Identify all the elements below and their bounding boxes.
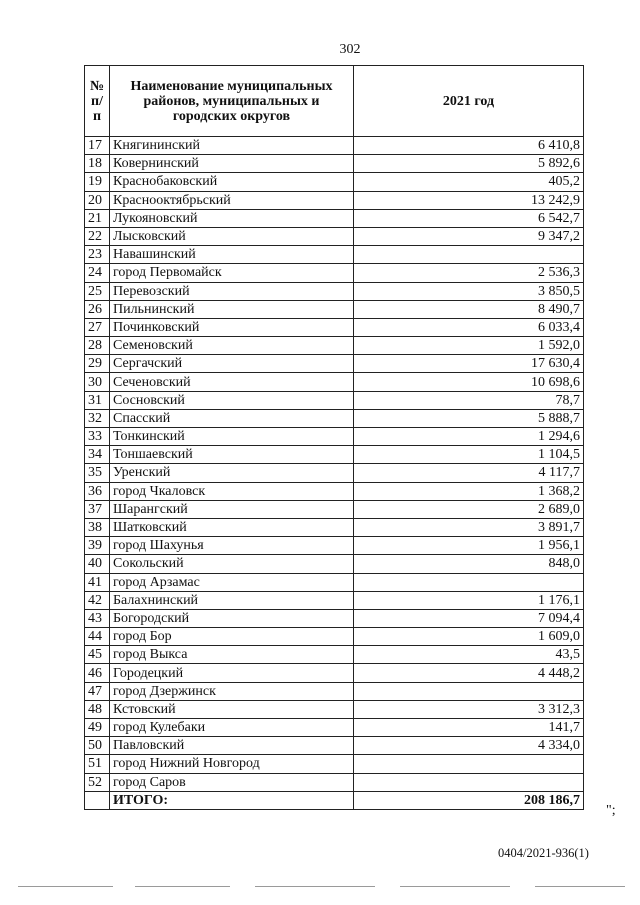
row-value: 5 888,7 bbox=[354, 409, 584, 427]
row-name: Шарангский bbox=[110, 500, 354, 518]
row-value: 3 891,7 bbox=[354, 518, 584, 536]
row-value: 4 448,2 bbox=[354, 664, 584, 682]
row-value: 7 094,4 bbox=[354, 609, 584, 627]
table-row bbox=[85, 646, 584, 664]
table-row bbox=[85, 755, 584, 773]
table-row bbox=[85, 300, 584, 318]
row-name: город Дзержинск bbox=[110, 682, 354, 700]
table-body bbox=[85, 137, 584, 810]
row-number: 38 bbox=[85, 518, 110, 536]
row-value: 17 630,4 bbox=[354, 355, 584, 373]
table-row bbox=[85, 209, 584, 227]
row-number: 24 bbox=[85, 264, 110, 282]
row-name: город Нижний Новгород bbox=[110, 755, 354, 773]
row-number: 30 bbox=[85, 373, 110, 391]
table-row bbox=[85, 518, 584, 536]
table-row bbox=[85, 227, 584, 245]
row-number: 22 bbox=[85, 227, 110, 245]
table-row bbox=[85, 246, 584, 264]
row-name: Сергачский bbox=[110, 355, 354, 373]
table-row bbox=[85, 537, 584, 555]
row-name: Тоншаевский bbox=[110, 446, 354, 464]
row-name: Перевозский bbox=[110, 282, 354, 300]
row-value: 6 542,7 bbox=[354, 209, 584, 227]
row-number: 34 bbox=[85, 446, 110, 464]
row-value: 405,2 bbox=[354, 173, 584, 191]
row-number: 44 bbox=[85, 628, 110, 646]
table-row bbox=[85, 591, 584, 609]
row-name: город Первомайск bbox=[110, 264, 354, 282]
row-value bbox=[354, 682, 584, 700]
row-value: 1 368,2 bbox=[354, 482, 584, 500]
row-number: 20 bbox=[85, 191, 110, 209]
row-number: 46 bbox=[85, 664, 110, 682]
row-number: 40 bbox=[85, 555, 110, 573]
table-row bbox=[85, 773, 584, 791]
table-row bbox=[85, 391, 584, 409]
row-value: 141,7 bbox=[354, 719, 584, 737]
row-number: 17 bbox=[85, 137, 110, 155]
row-number: 49 bbox=[85, 719, 110, 737]
row-name: город Бор bbox=[110, 628, 354, 646]
table-row bbox=[85, 137, 584, 155]
total-row bbox=[85, 791, 584, 809]
header-year: 2021 год bbox=[354, 66, 584, 137]
row-name: Балахнинский bbox=[110, 591, 354, 609]
row-value: 2 689,0 bbox=[354, 500, 584, 518]
row-value: 1 956,1 bbox=[354, 537, 584, 555]
row-value: 4 117,7 bbox=[354, 464, 584, 482]
row-name: Кстовский bbox=[110, 700, 354, 718]
row-value: 1 294,6 bbox=[354, 428, 584, 446]
row-number: 52 bbox=[85, 773, 110, 791]
total-label: ИТОГО: bbox=[110, 791, 354, 809]
row-value: 6 033,4 bbox=[354, 318, 584, 336]
row-number: 42 bbox=[85, 591, 110, 609]
row-name: Городецкий bbox=[110, 664, 354, 682]
row-name: Починковский bbox=[110, 318, 354, 336]
row-number: 29 bbox=[85, 355, 110, 373]
row-number: 25 bbox=[85, 282, 110, 300]
row-value: 10 698,6 bbox=[354, 373, 584, 391]
scan-artifact-line bbox=[18, 886, 113, 887]
row-name: Сокольский bbox=[110, 555, 354, 573]
row-number: 32 bbox=[85, 409, 110, 427]
table-row bbox=[85, 191, 584, 209]
table-row bbox=[85, 482, 584, 500]
row-name: Ковернинский bbox=[110, 155, 354, 173]
row-name: Семеновский bbox=[110, 337, 354, 355]
row-number: 26 bbox=[85, 300, 110, 318]
row-value: 13 242,9 bbox=[354, 191, 584, 209]
row-number: 35 bbox=[85, 464, 110, 482]
row-name: Сеченовский bbox=[110, 373, 354, 391]
table-row bbox=[85, 700, 584, 718]
table-row bbox=[85, 719, 584, 737]
row-name: Лукояновский bbox=[110, 209, 354, 227]
row-name: город Выкса bbox=[110, 646, 354, 664]
row-name: город Шахунья bbox=[110, 537, 354, 555]
table-row bbox=[85, 609, 584, 627]
table-row bbox=[85, 573, 584, 591]
row-number: 51 bbox=[85, 755, 110, 773]
table-row bbox=[85, 155, 584, 173]
row-name: город Кулебаки bbox=[110, 719, 354, 737]
table-row bbox=[85, 664, 584, 682]
row-number: 19 bbox=[85, 173, 110, 191]
table-row bbox=[85, 337, 584, 355]
header-num: № п/п bbox=[85, 66, 110, 137]
table-row bbox=[85, 737, 584, 755]
table-row bbox=[85, 282, 584, 300]
table-row bbox=[85, 446, 584, 464]
row-value: 3 850,5 bbox=[354, 282, 584, 300]
row-name: Павловский bbox=[110, 737, 354, 755]
row-name: Богородский bbox=[110, 609, 354, 627]
table-row bbox=[85, 682, 584, 700]
row-name: город Саров bbox=[110, 773, 354, 791]
scan-artifact-line bbox=[255, 886, 375, 887]
table-row bbox=[85, 373, 584, 391]
document-code: 0404/2021-936(1) bbox=[498, 846, 589, 860]
row-number: 27 bbox=[85, 318, 110, 336]
row-number: 28 bbox=[85, 337, 110, 355]
row-number: 37 bbox=[85, 500, 110, 518]
row-value: 78,7 bbox=[354, 391, 584, 409]
row-name: Пильнинский bbox=[110, 300, 354, 318]
row-value: 1 609,0 bbox=[354, 628, 584, 646]
row-name: Лысковский bbox=[110, 227, 354, 245]
row-name: Шатковский bbox=[110, 518, 354, 536]
row-number: 43 bbox=[85, 609, 110, 627]
table-row bbox=[85, 464, 584, 482]
row-number: 21 bbox=[85, 209, 110, 227]
row-number: 48 bbox=[85, 700, 110, 718]
row-value bbox=[354, 755, 584, 773]
row-value bbox=[354, 246, 584, 264]
row-value bbox=[354, 773, 584, 791]
page-number: 302 bbox=[339, 42, 361, 57]
row-value: 3 312,3 bbox=[354, 700, 584, 718]
table-row bbox=[85, 628, 584, 646]
row-name: Княгининский bbox=[110, 137, 354, 155]
row-number: 18 bbox=[85, 155, 110, 173]
row-value: 848,0 bbox=[354, 555, 584, 573]
row-value: 9 347,2 bbox=[354, 227, 584, 245]
row-name: город Чкаловск bbox=[110, 482, 354, 500]
table-header-row bbox=[85, 66, 584, 137]
row-name: Тонкинский bbox=[110, 428, 354, 446]
row-value: 1 104,5 bbox=[354, 446, 584, 464]
table-row bbox=[85, 264, 584, 282]
row-number: 31 bbox=[85, 391, 110, 409]
row-value: 4 334,0 bbox=[354, 737, 584, 755]
row-number: 39 bbox=[85, 537, 110, 555]
row-value: 8 490,7 bbox=[354, 300, 584, 318]
table-row bbox=[85, 355, 584, 373]
row-number: 36 bbox=[85, 482, 110, 500]
table-row bbox=[85, 318, 584, 336]
row-name: Навашинский bbox=[110, 246, 354, 264]
row-name: Спасский bbox=[110, 409, 354, 427]
scan-artifact-line bbox=[135, 886, 230, 887]
scan-artifact-line bbox=[535, 886, 625, 887]
row-name: Краснооктябрьский bbox=[110, 191, 354, 209]
scan-artifact-line bbox=[400, 886, 510, 887]
row-name: Сосновский bbox=[110, 391, 354, 409]
table-row bbox=[85, 555, 584, 573]
row-number: 45 bbox=[85, 646, 110, 664]
row-name: Уренский bbox=[110, 464, 354, 482]
row-name: Краснобаковский bbox=[110, 173, 354, 191]
row-value: 6 410,8 bbox=[354, 137, 584, 155]
row-number: 41 bbox=[85, 573, 110, 591]
row-number: 50 bbox=[85, 737, 110, 755]
table-row bbox=[85, 500, 584, 518]
budget-table bbox=[84, 65, 584, 810]
row-value: 43,5 bbox=[354, 646, 584, 664]
table-row bbox=[85, 428, 584, 446]
row-value: 5 892,6 bbox=[354, 155, 584, 173]
row-number: 47 bbox=[85, 682, 110, 700]
row-value bbox=[354, 573, 584, 591]
closing-quote-mark: "; bbox=[606, 803, 616, 818]
total-number bbox=[85, 791, 110, 809]
row-value: 2 536,3 bbox=[354, 264, 584, 282]
row-value: 1 592,0 bbox=[354, 337, 584, 355]
row-number: 33 bbox=[85, 428, 110, 446]
row-number: 23 bbox=[85, 246, 110, 264]
row-value: 1 176,1 bbox=[354, 591, 584, 609]
table-row bbox=[85, 173, 584, 191]
header-name: Наименование муниципальных районов, муниципальных и городских округов bbox=[110, 66, 354, 137]
row-name: город Арзамас bbox=[110, 573, 354, 591]
total-value: 208 186,7 bbox=[354, 791, 584, 809]
table-row bbox=[85, 409, 584, 427]
